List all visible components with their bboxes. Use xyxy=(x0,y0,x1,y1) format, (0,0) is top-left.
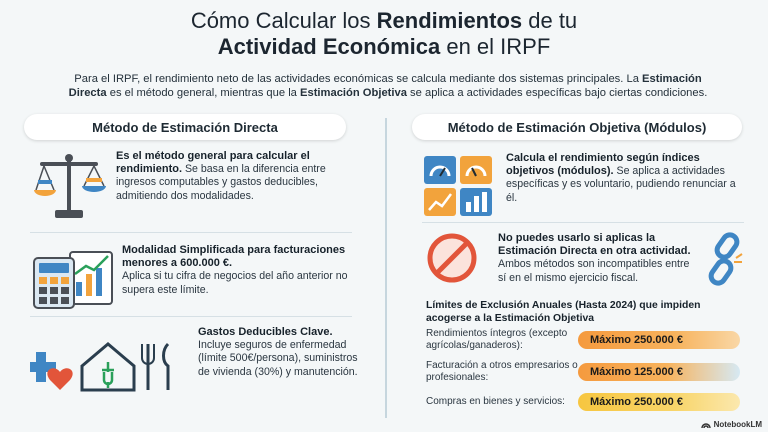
left-item-1-bold: Es el método general para calcular el rendimiento. xyxy=(116,150,310,176)
separator xyxy=(30,232,352,233)
right-item-1-bold: Calcula el rendimiento según índices objetivos (módulos). xyxy=(506,152,700,178)
left-item-simplified xyxy=(30,244,360,310)
right-item-2-text: Ambos métodos son incompatibles entre sí en el mismo ejercicio fiscal. xyxy=(498,258,690,284)
calculator-chart-icon xyxy=(30,244,116,310)
separator xyxy=(30,316,352,317)
left-item-general xyxy=(30,150,360,224)
balance-scale-icon xyxy=(30,150,108,224)
page-title: Cómo Calcular los Rendimientos de tu Actividad Económica en el IRPF xyxy=(190,8,578,59)
limit-row xyxy=(426,360,744,384)
limit-value: Máximo 250.000 € xyxy=(578,331,740,349)
modules-puzzle-icon xyxy=(422,152,496,220)
limit-row xyxy=(426,393,744,411)
left-header: Método de Estimación Directa xyxy=(24,114,346,140)
expenses-icon xyxy=(30,326,180,398)
notebooklm-badge xyxy=(701,420,762,429)
broken-link-icon xyxy=(704,232,748,288)
right-item-2-bold: No puedes usarlo si aplicas la Estimación Directa en otra actividad. xyxy=(498,232,691,258)
notebooklm-logo-icon xyxy=(701,421,711,429)
right-item-modules xyxy=(422,152,752,220)
limit-value: Máximo 125.000 € xyxy=(578,363,740,381)
left-item-3-bold: Gastos Deducibles Clave. xyxy=(198,326,333,338)
right-item-1-text: Se aplica a actividades específicas y es voluntario, pudiendo renunciar a él. xyxy=(506,165,736,204)
intro-text: Para el IRPF, el rendimiento neto de las actividades económicas se calcula mediante dos sistemas principales. La Estimación Directa es el método general, mientras que la Estimación Objetiva se aplica a actividades específicas bajo ciertas condiciones. xyxy=(68,73,708,99)
left-item-2-text: Aplica si tu cifra de negocios del año anterior no supera este límite. xyxy=(122,270,348,296)
prohibited-icon xyxy=(426,232,478,284)
column-divider xyxy=(385,118,387,418)
separator xyxy=(422,222,744,223)
left-item-1-text: Se basa en la diferencia entre ingresos computables y gastos deducibles, admitiendo dos modalidades. xyxy=(116,163,326,202)
badge-label: NotebookLM xyxy=(713,420,762,429)
limits-title: Límites de Exclusión Anuales (Hasta 2024) que impiden acogerse a la Estimación Objetiva xyxy=(426,300,701,324)
left-item-2-bold: Modalidad Simplificada para facturaciones menores a 600.000 €. xyxy=(122,244,346,270)
left-item-3-text: Incluye seguros de enfermedad (límite 500€/persona), suministros de vivienda (30%) y manutención. xyxy=(198,339,358,378)
right-item-incompatible xyxy=(426,232,750,288)
right-header: Método de Estimación Objetiva (Módulos) xyxy=(412,114,742,140)
limit-row xyxy=(426,328,744,352)
limit-label: Facturación a otros empresarios o profesionales: xyxy=(426,360,578,383)
limit-value: Máximo 250.000 € xyxy=(578,393,740,411)
left-item-expenses xyxy=(30,326,366,398)
limit-label: Rendimientos íntegros (excepto agrícolas/ganaderos): xyxy=(426,328,568,351)
limit-label: Compras en bienes y servicios: xyxy=(426,396,565,407)
